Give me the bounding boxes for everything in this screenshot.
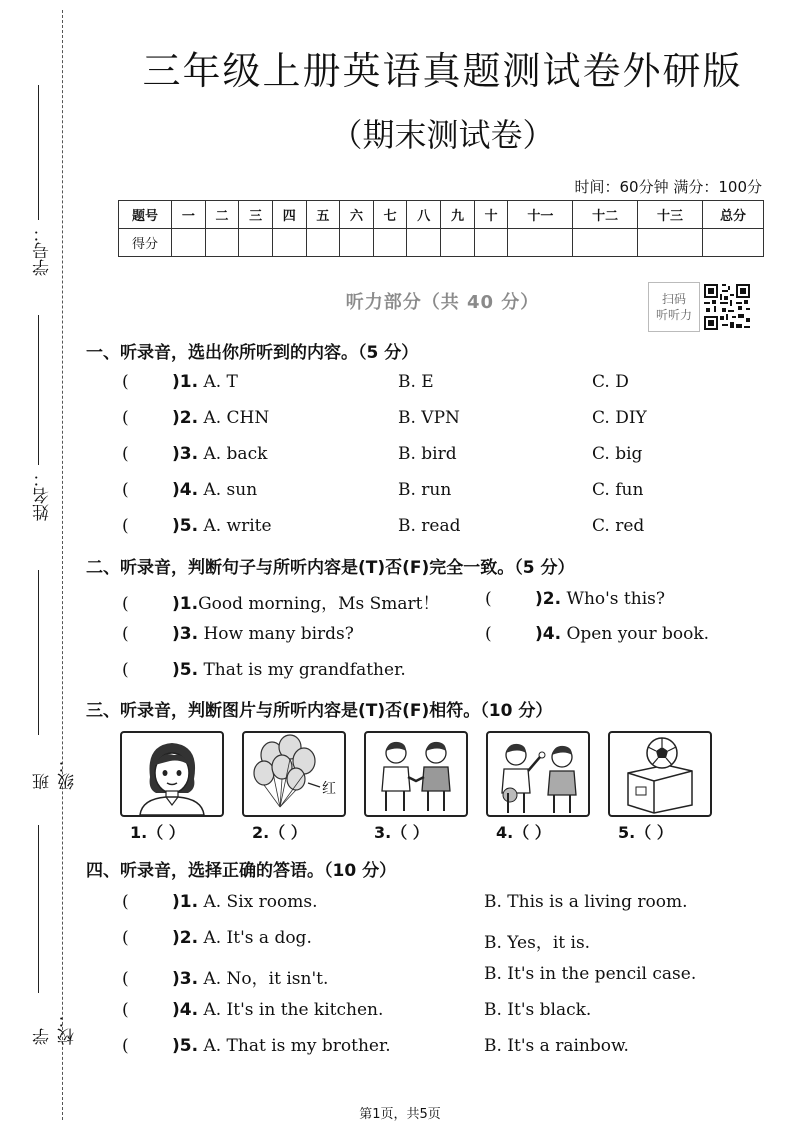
score-cell[interactable] bbox=[703, 229, 764, 257]
part4-heading: 四、听录音，选择正确的答语。（10 分） bbox=[86, 861, 397, 881]
picture-4-answer[interactable]: 4.（ ） bbox=[496, 823, 551, 842]
qr-caption bbox=[648, 282, 700, 332]
cut-line bbox=[62, 10, 63, 1120]
question-number: )1. bbox=[172, 892, 199, 912]
option-c: C. D bbox=[592, 372, 629, 392]
answer-blank[interactable]: ( bbox=[122, 444, 129, 464]
score-header-cell: 十二 bbox=[573, 201, 638, 229]
score-cell[interactable] bbox=[205, 229, 239, 257]
score-header-cell: 八 bbox=[407, 201, 441, 229]
option-a: A. CHN bbox=[203, 408, 270, 428]
option-b: B. run bbox=[398, 480, 452, 500]
answer-blank[interactable]: ( bbox=[122, 624, 129, 644]
part2-question-5 bbox=[122, 660, 406, 680]
score-header-cell: 十一 bbox=[508, 201, 573, 229]
answer-blank[interactable]: ( bbox=[122, 1000, 129, 1020]
picture-5-answer[interactable]: 5.（ ） bbox=[618, 823, 673, 842]
option-b: B. This is a living room. bbox=[484, 892, 688, 912]
option-b: B. Yes，it is. bbox=[484, 933, 591, 953]
qr-caption-line2: 听听力 bbox=[655, 308, 692, 322]
answer-blank[interactable]: ( bbox=[122, 516, 129, 536]
balloon-color-label: 红 bbox=[322, 781, 336, 797]
picture-2-answer[interactable]: 2.（ ） bbox=[252, 823, 307, 842]
class-label: 班级： bbox=[33, 756, 78, 790]
picture-3-handshake bbox=[364, 731, 468, 817]
score-row-label: 得分 bbox=[119, 229, 172, 257]
score-header-cell: 六 bbox=[340, 201, 374, 229]
option-b: B. bird bbox=[398, 444, 457, 464]
option-b: B. It's a rainbow. bbox=[484, 1036, 629, 1056]
score-table bbox=[118, 200, 764, 257]
listening-section-title: 听力部分（共 40 分） bbox=[345, 292, 540, 313]
score-header-cell: 四 bbox=[272, 201, 306, 229]
question-number: )2. bbox=[172, 928, 199, 948]
option-c: C. DIY bbox=[592, 408, 647, 428]
part1-question-2 bbox=[122, 408, 269, 428]
student-id-field[interactable] bbox=[16, 85, 56, 285]
part2-heading: 二、听录音，判断句子与所听内容是(T)否(F)完全一致。（5 分） bbox=[86, 558, 575, 578]
picture-5-ball-on-box bbox=[608, 731, 712, 817]
part1-question-4 bbox=[122, 480, 257, 500]
question-number: )5. bbox=[172, 516, 199, 536]
score-cell[interactable] bbox=[573, 229, 638, 257]
part2-question-3 bbox=[122, 624, 354, 644]
student-id-label: 学号： bbox=[33, 225, 53, 276]
option-b: B. E bbox=[398, 372, 434, 392]
answer-blank[interactable]: ( bbox=[122, 372, 129, 392]
option-a: A. No，it isn't. bbox=[203, 969, 329, 989]
page-footer: 第1页，共5页 bbox=[359, 1107, 441, 1122]
statement-text: That is my grandfather. bbox=[203, 660, 406, 680]
answer-blank[interactable]: ( bbox=[122, 928, 129, 948]
binding-margin bbox=[0, 0, 78, 1132]
qr-code-icon[interactable] bbox=[702, 282, 752, 332]
answer-blank[interactable]: ( bbox=[122, 594, 129, 614]
option-a: A. It's a dog. bbox=[203, 928, 312, 948]
option-a: A. That is my brother. bbox=[203, 1036, 391, 1056]
option-a: A. back bbox=[203, 444, 268, 464]
answer-blank[interactable]: ( bbox=[485, 589, 492, 609]
option-b: B. read bbox=[398, 516, 461, 536]
score-header-cell: 总分 bbox=[703, 201, 764, 229]
score-header-cell: 七 bbox=[373, 201, 407, 229]
answer-blank[interactable]: ( bbox=[122, 480, 129, 500]
picture-2-balloons bbox=[242, 731, 346, 817]
score-cell[interactable] bbox=[172, 229, 206, 257]
part2-question-2 bbox=[485, 589, 665, 609]
part2-question-1 bbox=[122, 589, 440, 614]
name-label: 姓名： bbox=[33, 470, 53, 521]
school-field[interactable] bbox=[16, 825, 78, 1045]
option-a: A. T bbox=[203, 372, 238, 392]
option-b: B. VPN bbox=[398, 408, 460, 428]
score-header-cell: 五 bbox=[306, 201, 340, 229]
question-number: )4. bbox=[172, 480, 199, 500]
question-number: )3. bbox=[172, 444, 199, 464]
score-header-cell: 九 bbox=[441, 201, 475, 229]
score-cell[interactable] bbox=[373, 229, 407, 257]
answer-blank[interactable]: ( bbox=[122, 892, 129, 912]
balloons-icon bbox=[244, 733, 344, 815]
statement-text: Open your book. bbox=[566, 624, 710, 644]
question-number: )2. bbox=[172, 408, 199, 428]
option-a: A. write bbox=[203, 516, 272, 536]
part1-question-1 bbox=[122, 372, 238, 392]
part4-question-5 bbox=[122, 1036, 391, 1056]
picture-1-woman bbox=[120, 731, 224, 817]
score-header-cell: 三 bbox=[239, 201, 273, 229]
question-number: )2. bbox=[535, 589, 562, 609]
score-cell[interactable] bbox=[407, 229, 441, 257]
question-number: )1. bbox=[172, 594, 199, 614]
class-field[interactable] bbox=[16, 570, 78, 790]
statement-text: Who's this? bbox=[566, 589, 665, 609]
option-a: A. sun bbox=[203, 480, 258, 500]
part1-question-5 bbox=[122, 516, 272, 536]
option-c: C. big bbox=[592, 444, 643, 464]
qr-caption-line1: 扫码 bbox=[661, 292, 686, 306]
part1-question-3 bbox=[122, 444, 267, 464]
question-number: )3. bbox=[172, 969, 199, 989]
football-box-icon bbox=[610, 733, 710, 815]
score-table-score-row bbox=[119, 229, 764, 257]
waving-icon bbox=[488, 733, 588, 815]
score-cell[interactable] bbox=[474, 229, 508, 257]
score-header-cell: 十三 bbox=[638, 201, 703, 229]
score-cell[interactable] bbox=[340, 229, 374, 257]
part4-question-1 bbox=[122, 892, 317, 912]
option-b: B. It's black. bbox=[484, 1000, 592, 1020]
picture-1-answer[interactable]: 1.（ ） bbox=[130, 823, 185, 842]
answer-blank[interactable]: ( bbox=[122, 1036, 129, 1056]
score-header-cell: 十 bbox=[474, 201, 508, 229]
question-number: )4. bbox=[535, 624, 562, 644]
part4-question-4 bbox=[122, 1000, 383, 1020]
part4-question-2 bbox=[122, 928, 312, 948]
answer-blank[interactable]: ( bbox=[122, 660, 129, 680]
picture-4-waving bbox=[486, 731, 590, 817]
option-a: A. Six rooms. bbox=[203, 892, 318, 912]
name-field[interactable] bbox=[16, 315, 56, 525]
exam-meta: 时间：60分钟 满分：100分 bbox=[574, 178, 762, 196]
page-title: 三年级上册英语真题测试卷外研版 bbox=[142, 49, 743, 93]
question-number: )5. bbox=[172, 1036, 199, 1056]
statement-text: How many birds? bbox=[203, 624, 354, 644]
option-b: B. It's in the pencil case. bbox=[484, 964, 697, 984]
score-table-header-row bbox=[119, 201, 764, 229]
score-cell[interactable] bbox=[306, 229, 340, 257]
score-cell[interactable] bbox=[239, 229, 273, 257]
score-cell[interactable] bbox=[272, 229, 306, 257]
option-a: A. It's in the kitchen. bbox=[203, 1000, 384, 1020]
score-header-cell: 题号 bbox=[119, 201, 172, 229]
option-c: C. fun bbox=[592, 480, 644, 500]
page-subtitle: （期末测试卷） bbox=[330, 116, 555, 154]
part4-question-3 bbox=[122, 964, 328, 989]
score-cell[interactable] bbox=[638, 229, 703, 257]
question-number: )4. bbox=[172, 1000, 199, 1020]
part2-question-4 bbox=[485, 624, 709, 644]
score-header-cell: 二 bbox=[205, 201, 239, 229]
woman-icon bbox=[122, 733, 222, 815]
answer-blank[interactable]: ( bbox=[122, 408, 129, 428]
answer-blank[interactable]: ( bbox=[485, 624, 492, 644]
question-number: )1. bbox=[172, 372, 199, 392]
question-number: )3. bbox=[172, 624, 199, 644]
score-cell[interactable] bbox=[441, 229, 475, 257]
part1-heading: 一、听录音，选出你所听到的内容。（5 分） bbox=[86, 343, 419, 363]
score-header-cell: 一 bbox=[172, 201, 206, 229]
handshake-icon bbox=[366, 733, 466, 815]
question-number: )5. bbox=[172, 660, 199, 680]
score-cell[interactable] bbox=[508, 229, 573, 257]
answer-blank[interactable]: ( bbox=[122, 969, 129, 989]
school-label: 学校： bbox=[33, 1011, 78, 1045]
option-c: C. red bbox=[592, 516, 645, 536]
statement-text: Good morning，Ms Smart！ bbox=[198, 594, 440, 614]
part3-heading: 三、听录音，判断图片与所听内容是(T)否(F)相符。（10 分） bbox=[86, 701, 553, 721]
picture-3-answer[interactable]: 3.（ ） bbox=[374, 823, 429, 842]
